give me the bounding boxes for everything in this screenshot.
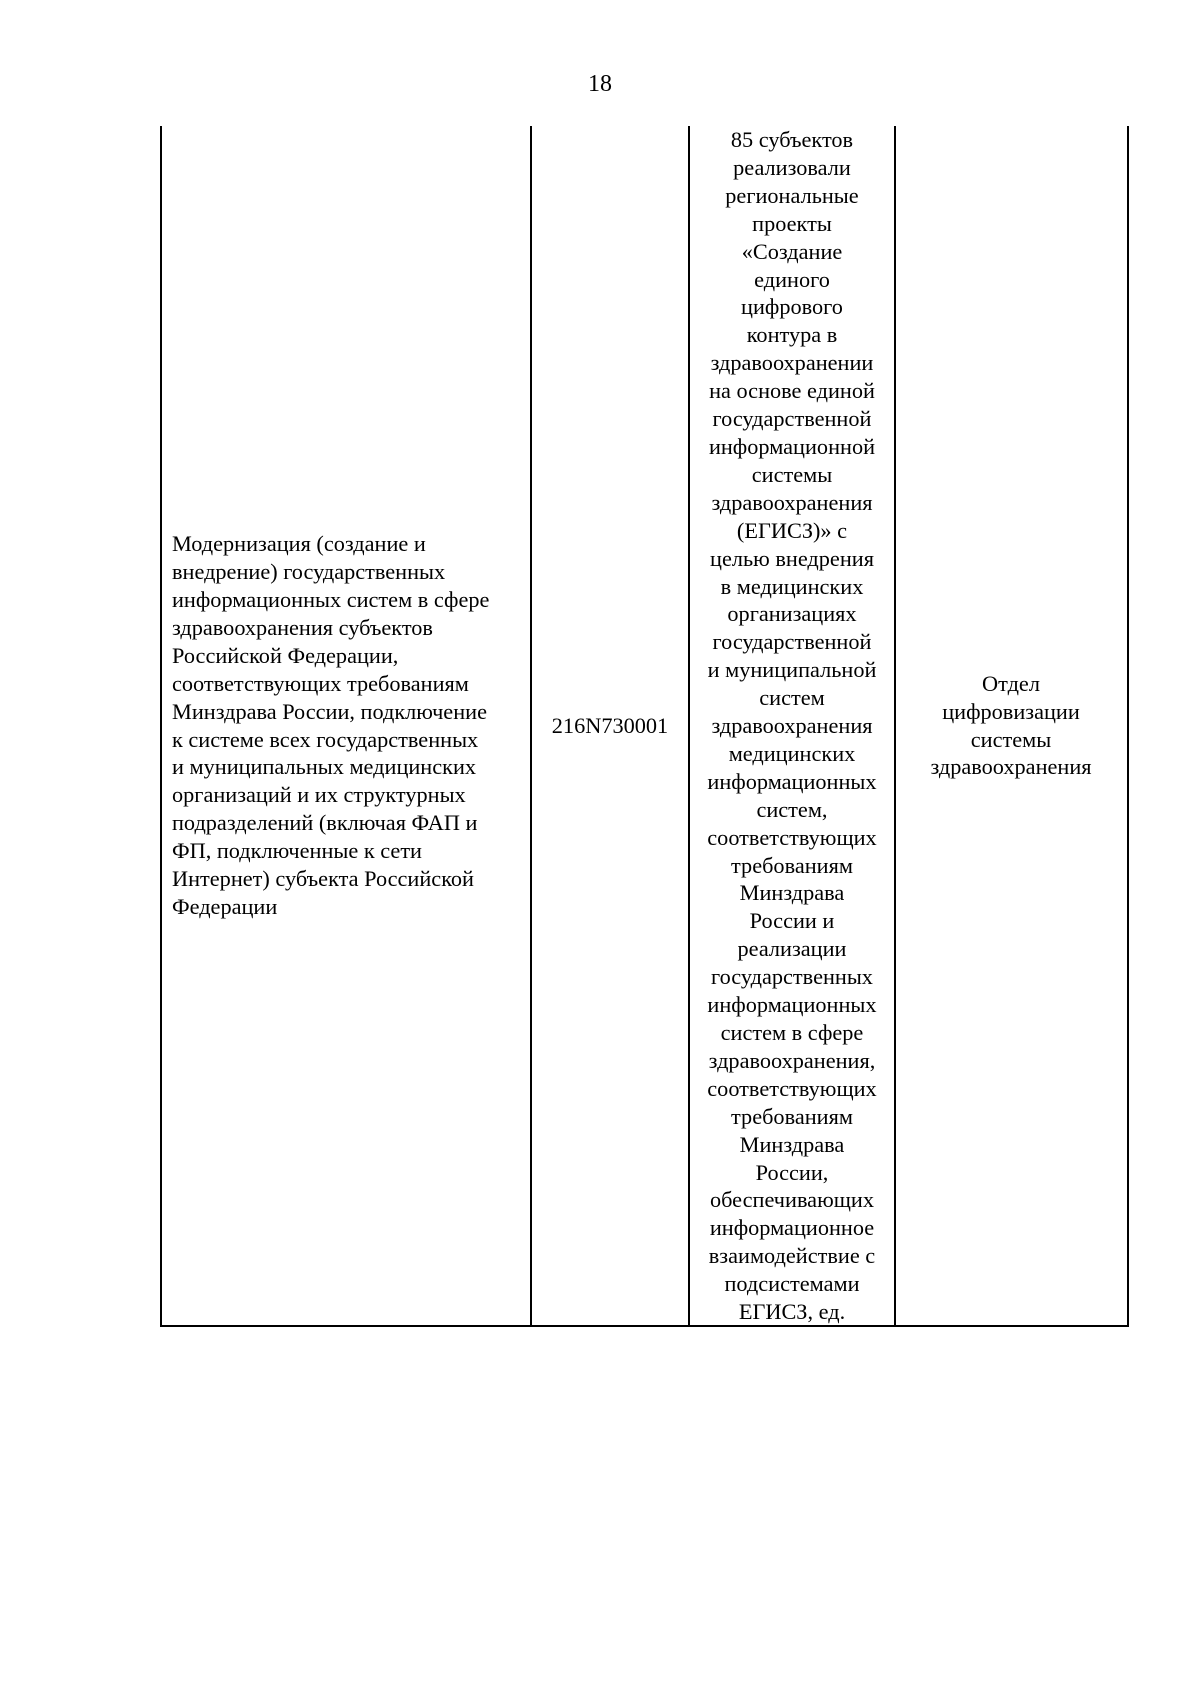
table-cell-indicator [690,126,894,1325]
table-border-right [1127,126,1129,1327]
code-text: 216N730001 [551,712,669,738]
page-number: 18 [588,71,612,97]
table-cell-code [532,126,688,1325]
table-cell-description [162,126,531,1325]
department-text: Отдел цифровизации системы здравоохранения [930,670,1092,780]
indicator-text: 85 субъектов реализовали региональные проекты «Создание единого цифрового контура в здравоохранении на основе единой государственной информационной системы здравоохранения (ЕГИСЗ)» с целью внедрения в медицинских организациях государственной и муниципальной систем здравоохранения медицинских информационных систем, соответствующих требованиям Минздрава России и реализации государственных информационных систем в сфере здравоохранения, соответствующих требованиям Минздрава России, обеспечивающих информационное взаимодействие с подсистемами ЕГИСЗ, ед. [707,127,877,1325]
data-table [160,126,1129,1327]
description-text: Модернизация (создание и внедрение) государственных информационных систем в сфере здравоохранения субъектов Российской Федерации, соответствующих требованиям Минздрава России, подключение к системе всех государственных и муниципальных медицинских организаций и их структурных подразделений (включая ФАП и ФП, подключенные к сети Интернет) субъекта Российской Федерации [172,531,490,919]
table-cell-department [896,126,1126,1325]
